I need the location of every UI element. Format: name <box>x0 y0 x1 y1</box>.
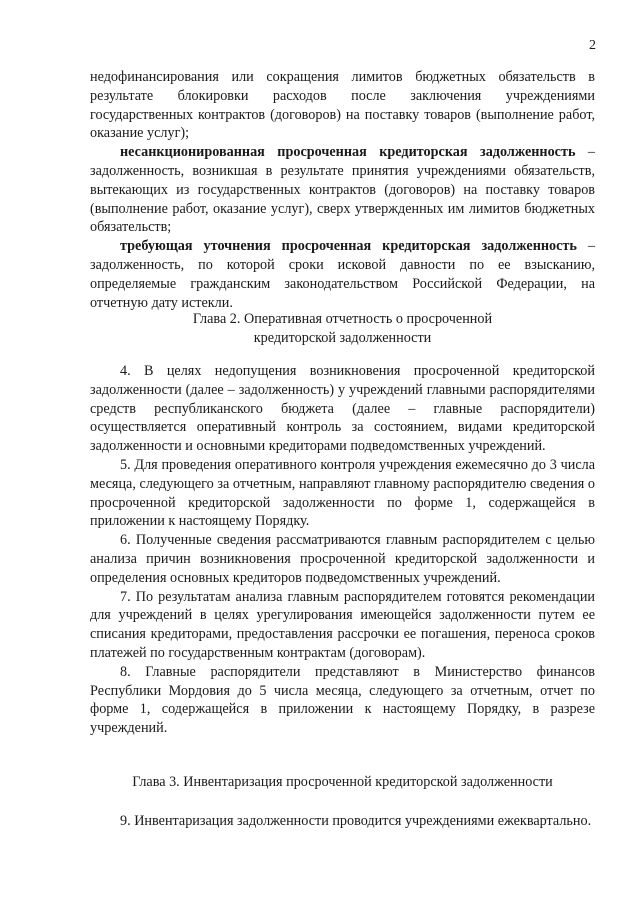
chapter-2-body <box>90 362 595 738</box>
intro-section <box>90 68 595 312</box>
paragraph-5: 5. Для проведения оперативного контроля учреждения ежемесячно до 3 числа месяца, следующего за отчетным, направляют главному распорядителю сведения о просроченной кредиторской задолженности по форме 1, содержащейся в приложении к настоящему Порядку. <box>90 456 595 530</box>
term-unauthorized-definition: – задолженность, возникшая в результате принятия учреждениями обязательств, вытекающих из государственных контрактов (договоров) на поставку товаров (выполнение работ, оказание услуг), сверх утвержденных им лимитов бюджетных обязательств; <box>90 144 596 236</box>
chapter-2-title-line-2: кредиторской задолженности <box>253 329 432 346</box>
chapter-3-title: Глава 3. Инвентаризация просроченной кредиторской задолженности <box>132 774 553 790</box>
chapter-2-heading <box>90 310 595 348</box>
chapter-3-body <box>90 812 595 831</box>
paragraph-8: 8. Главные распорядители представляют в Министерство финансов Республики Мордовия до 5 числа месяца, следующего за отчетным, отчет по форме 1, содержащейся в приложении к настоящему Порядку, в разрезе учреждений. <box>90 663 595 737</box>
page-number: 2 <box>589 38 596 53</box>
term-requires-clarification-title: требующая уточнения просроченная кредиторская задолженность <box>120 238 577 255</box>
term-unauthorized-title: несанкционированная просроченная кредиторская задолженность <box>120 144 576 161</box>
term-requires-clarification-definition: – задолженность, по которой сроки исковой давности по ее взысканию, определяемые гражданским законодательством Российской Федерации, на отчетную дату истекли. <box>90 238 595 311</box>
chapter-2-title-line-1: Глава 2. Оперативная отчетность о просроченной <box>192 311 493 327</box>
intro-continuation: недофинансирования или сокращения лимитов бюджетных обязательств в результате блокировки расходов после заключения учреждениями государственных контрактов (договоров) на поставку товаров (выполнение работ, оказание услуг); <box>90 69 595 142</box>
term-requires-clarification <box>90 237 595 312</box>
paragraph-9: 9. Инвентаризация задолженности проводится учреждениями ежеквартально. <box>120 813 592 829</box>
paragraph-7: 7. По результатам анализа главным распорядителем готовятся рекомендации для учреждений в целях урегулирования имеющейся задолженности путем ее списания кредиторами, предоставления рассрочки ее погашения, переноса сроков платежей по государственным контрактам (договорам). <box>90 588 595 661</box>
chapter-3-heading <box>90 773 595 792</box>
term-unauthorized <box>90 143 595 237</box>
paragraph-6: 6. Полученные сведения рассматриваются главным распорядителем с целью анализа причин возникновения просроченной кредиторской задолженности и определения основных кредиторов подведомственных учреждений. <box>90 532 595 586</box>
paragraph-4: 4. В целях недопущения возникновения просроченной кредиторской задолженности (далее – задолженность) у учреждений главными распорядителями средств республиканского бюджета (далее – главные распорядители) осуществляется оперативный контроль за состоянием, видами кредиторской задолженности и основными кредиторами подведомственных учреждений. <box>90 363 595 455</box>
